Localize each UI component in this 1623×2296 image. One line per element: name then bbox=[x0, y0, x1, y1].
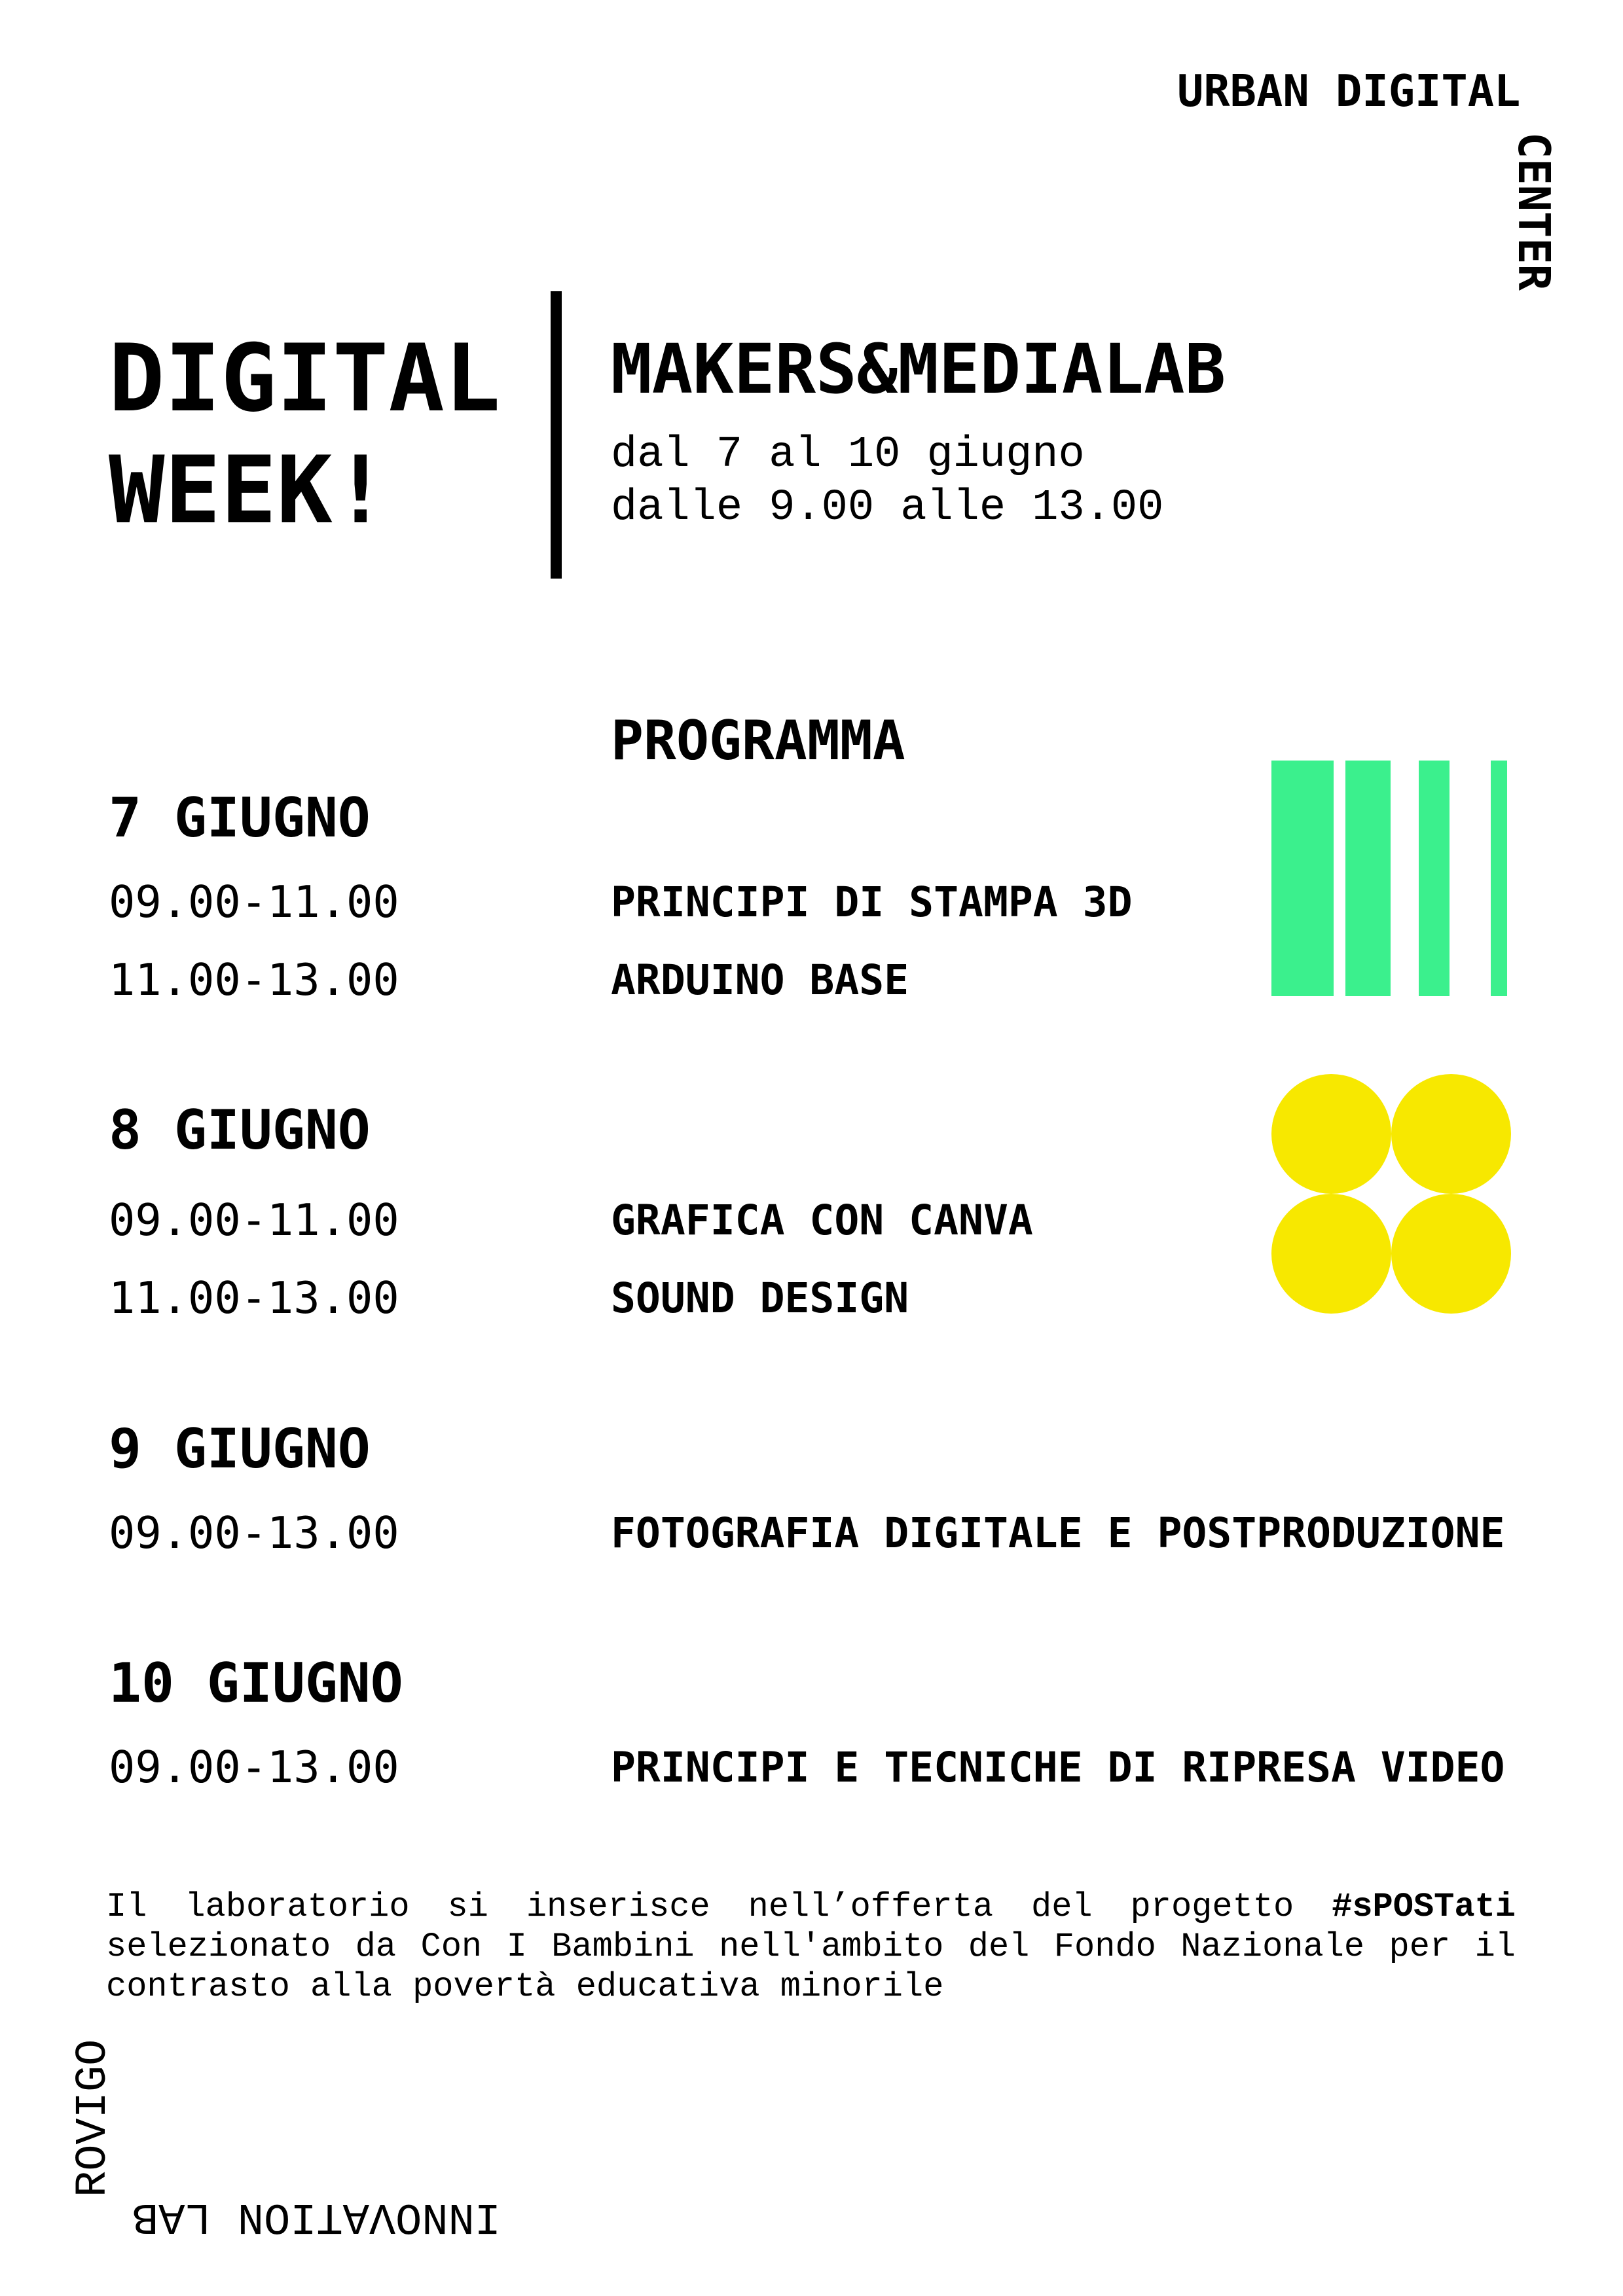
session-title: PRINCIPI E TECNICHE DI RIPRESA VIDEO bbox=[611, 1744, 1505, 1791]
footnote-continuation: selezionato da Con I Bambini nell'ambito del Fondo Nazionale per il contrasto alla povertà educativa minorile bbox=[106, 1928, 1516, 2006]
session-time: 11.00-13.00 bbox=[109, 1272, 399, 1323]
event-title bbox=[109, 323, 500, 547]
lab-name: MAKERS&MEDIALAB bbox=[611, 329, 1226, 409]
innovation-lab-upside-down: INNOVATION LAB bbox=[132, 2191, 501, 2241]
event-dates: dal 7 al 10 giugno bbox=[611, 430, 1085, 480]
day-heading: 7 GIUGNO bbox=[109, 786, 371, 850]
project-hashtag: #sPOSTati bbox=[1332, 1888, 1516, 1926]
program-heading: PROGRAMMA bbox=[611, 709, 905, 772]
brand-urban-digital: URBAN DIGITAL bbox=[1177, 65, 1521, 117]
session-title: FOTOGRAFIA DIGITALE E POSTPRODUZIONE bbox=[611, 1509, 1505, 1557]
session-time: 09.00-11.00 bbox=[109, 1194, 399, 1246]
brand-center-vertical: CENTER bbox=[1508, 132, 1559, 291]
session-time: 11.00-13.00 bbox=[109, 954, 399, 1005]
day-heading: 9 GIUGNO bbox=[109, 1417, 371, 1480]
event-schedule bbox=[611, 429, 1163, 535]
footnote-first-line bbox=[106, 1887, 1516, 1927]
green-bar bbox=[1491, 761, 1507, 996]
session-row bbox=[109, 1507, 1549, 1558]
green-bar bbox=[1345, 761, 1391, 996]
yellow-circle bbox=[1391, 1194, 1511, 1314]
city-vertical: ROVIGO bbox=[69, 2039, 119, 2197]
session-time: 09.00-13.00 bbox=[109, 1507, 399, 1558]
yellow-circle bbox=[1391, 1074, 1511, 1194]
event-title-line1: DIGITAL bbox=[109, 325, 501, 433]
session-title: SOUND DESIGN bbox=[611, 1274, 909, 1322]
day-heading: 10 GIUGNO bbox=[109, 1651, 403, 1715]
project-footnote bbox=[106, 1887, 1516, 2007]
title-divider bbox=[551, 291, 562, 579]
session-row bbox=[109, 1742, 1549, 1793]
footnote-text: Il laboratorio si inserisce nell’offerta del progetto bbox=[106, 1888, 1294, 1926]
session-time: 09.00-13.00 bbox=[109, 1742, 399, 1793]
session-title: GRAFICA CON CANVA bbox=[611, 1196, 1033, 1244]
event-title-line2: WEEK! bbox=[109, 437, 389, 545]
yellow-circle bbox=[1271, 1194, 1391, 1314]
session-title: PRINCIPI DI STAMPA 3D bbox=[611, 878, 1133, 926]
yellow-circle bbox=[1271, 1074, 1391, 1194]
green-bar bbox=[1419, 761, 1450, 996]
day-heading: 8 GIUGNO bbox=[109, 1098, 371, 1162]
session-time: 09.00-11.00 bbox=[109, 876, 399, 927]
event-hours: dalle 9.00 alle 13.00 bbox=[611, 483, 1164, 533]
green-bar bbox=[1271, 761, 1334, 996]
session-title: ARDUINO BASE bbox=[611, 956, 909, 1004]
